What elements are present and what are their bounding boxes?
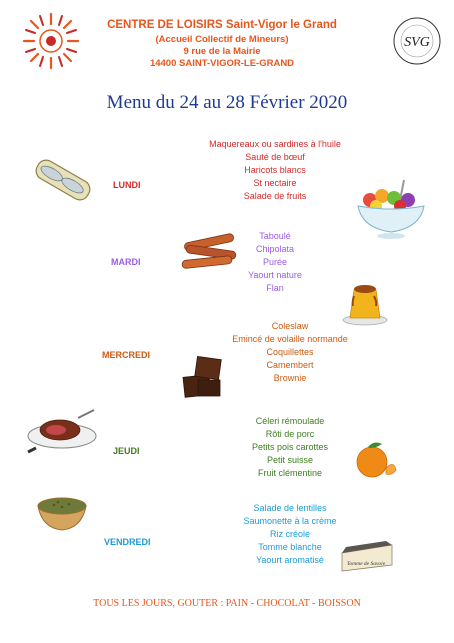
- menu-item: Haricots blancs: [244, 165, 306, 175]
- clementine-illustration: [352, 438, 398, 480]
- seal-initials: SVG: [404, 35, 430, 50]
- menu-block-mercredi: [205, 320, 375, 385]
- cheese-illustration: [336, 535, 398, 575]
- menu-block-jeudi: [230, 415, 350, 480]
- day-label-mercredi: MERCREDI: [102, 350, 151, 360]
- header-subtitle: (Accueil Collectif de Mineurs): [155, 34, 289, 45]
- menu-item: Flan: [266, 283, 284, 293]
- day-label-vendredi: VENDREDI: [104, 537, 151, 547]
- menu-item: Maquereaux ou sardines à l'huile: [209, 139, 341, 149]
- menu-item: Fruit clémentine: [257, 468, 323, 478]
- fruit-salad-illustration: [352, 178, 430, 240]
- menu-item: Saumonette à la crème: [243, 516, 337, 526]
- roast-illustration: [26, 408, 98, 454]
- day-label-jeudi: JEUDI: [113, 446, 140, 456]
- header-address: 9 rue de la Mairie: [183, 46, 261, 57]
- menu-item: Coleslaw: [271, 321, 309, 331]
- sun-logo: [22, 12, 80, 70]
- menu-item: Brownie: [273, 373, 307, 383]
- menu-item: Salade de fruits: [243, 191, 307, 201]
- lentils-illustration: [36, 494, 88, 532]
- flan-illustration: [340, 276, 390, 326]
- menu-item: Sauté de bœuf: [245, 152, 305, 162]
- header-city: 14400 SAINT-VIGOR-LE-GRAND: [149, 58, 295, 69]
- menu-item: St nectaire: [253, 178, 297, 188]
- menu-item: Petit suisse: [266, 455, 314, 465]
- day-label-mardi: MARDI: [111, 257, 141, 267]
- menu-item: Tomme blanche: [258, 542, 322, 552]
- menu-item: Taboulé: [259, 231, 291, 241]
- menu-item: Riz créole: [269, 529, 310, 539]
- menu-item: Emincé de volaille normande: [232, 334, 348, 344]
- menu-item: Salade de lentilles: [253, 503, 327, 513]
- menu-item: Yaourt nature: [248, 270, 302, 280]
- menu-item: Céleri rémoulade: [255, 416, 325, 426]
- brownie-illustration: [178, 352, 226, 402]
- menu-item: Yaourt aromatisé: [256, 555, 324, 565]
- menu-title: Menu du 24 au 28 Février 2020: [106, 92, 348, 113]
- menu-item: Purée: [262, 257, 288, 267]
- day-label-lundi: LUNDI: [113, 180, 141, 190]
- menu-item: Camembert: [266, 360, 314, 370]
- menu-item: Rôti de porc: [265, 429, 315, 439]
- menu-item: Chipolata: [255, 244, 295, 254]
- header-title: CENTRE DE LOISIRS Saint-Vigor le Grand: [107, 19, 337, 31]
- sausages-illustration: [180, 230, 240, 276]
- sardines-illustration: [28, 150, 98, 210]
- menu-block-lundi: [190, 138, 360, 203]
- menu-item: Petits pois carottes: [251, 442, 329, 452]
- menu-item: Coquillettes: [266, 347, 314, 357]
- footer-goûter-note: TOUS LES JOURS, GOUTER : PAIN - CHOCOLAT - BOISSON: [93, 598, 361, 609]
- svg-seal-logo: [392, 16, 442, 66]
- cheese-label: Tomme de Savoie: [346, 561, 386, 567]
